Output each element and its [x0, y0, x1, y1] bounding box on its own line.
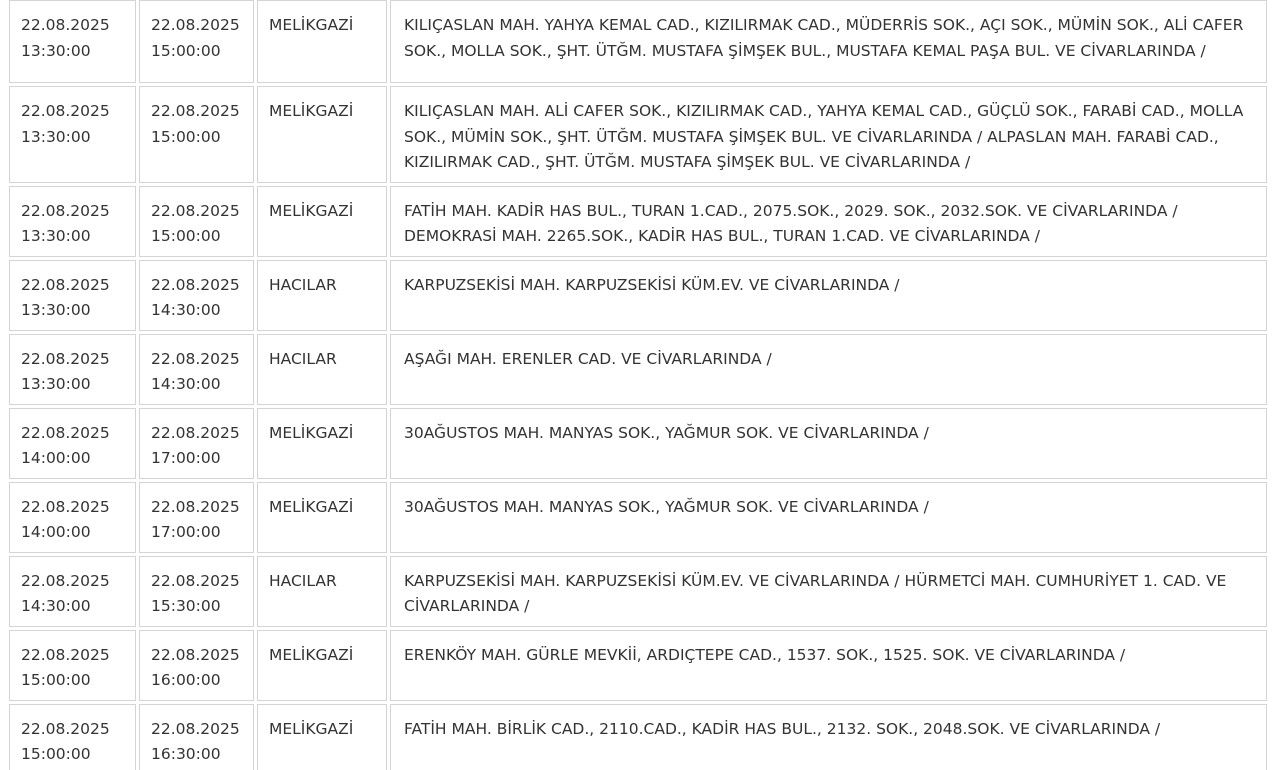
table-row [9, 556, 1267, 627]
district-cell: MELİKGAZİ [257, 704, 387, 770]
end-date: 22.08.2025 [151, 719, 240, 738]
address-cell: 30AĞUSTOS MAH. MANYAS SOK., YAĞMUR SOK. VE CİVARLARINDA / [390, 408, 1267, 479]
start-date: 22.08.2025 [21, 102, 110, 120]
end-cell [139, 186, 254, 257]
start-time: 14:00:00 [21, 523, 91, 541]
start-time: 13:30:00 [21, 375, 91, 393]
start-date: 22.08.2025 [21, 16, 110, 34]
address-cell: 30AĞUSTOS MAH. MANYAS SOK., YAĞMUR SOK. VE CİVARLARINDA / [390, 482, 1267, 553]
start-cell [9, 334, 136, 405]
district-cell: MELİKGAZİ [257, 86, 387, 183]
table-row [9, 334, 1267, 405]
table-row [9, 0, 1267, 83]
address-cell: FATİH MAH. BİRLİK CAD., 2110.CAD., KADİR HAS BUL., 2132. SOK., 2048.SOK. VE CİVARLARINDA / [390, 704, 1267, 770]
address-cell: KILIÇASLAN MAH. YAHYA KEMAL CAD., KIZILIRMAK CAD., MÜDERRİS SOK., AÇI SOK., MÜMİN SOK., ALİ CAFER SOK., MOLLA SOK., ŞHT. ÜTĞM. MUSTAFA ŞİMŞEK BUL., MUSTAFA KEMAL PAŞA BUL. VE CİVARLARINDA / [390, 0, 1267, 83]
table-row [9, 704, 1267, 770]
end-cell [139, 630, 254, 701]
address-cell: ERENKÖY MAH. GÜRLE MEVKİİ, ARDIÇTEPE CAD., 1537. SOK., 1525. SOK. VE CİVARLARINDA / [390, 630, 1267, 701]
start-cell [9, 556, 136, 627]
end-cell [139, 408, 254, 479]
address-cell: KARPUZSEKİSİ MAH. KARPUZSEKİSİ KÜM.EV. VE CİVARLARINDA / HÜRMETCİ MAH. CUMHURİYET 1. CAD. VE CİVARLARINDA / [390, 556, 1267, 627]
address-cell: KARPUZSEKİSİ MAH. KARPUZSEKİSİ KÜM.EV. VE CİVARLARINDA / [390, 260, 1267, 331]
address-cell: FATİH MAH. KADİR HAS BUL., TURAN 1.CAD., 2075.SOK., 2029. SOK., 2032.SOK. VE CİVARLARINDA / DEMOKRASİ MAH. 2265.SOK., KADİR HAS BUL., TURAN 1.CAD. VE CİVARLARINDA / [390, 186, 1267, 257]
end-time: 15:00:00 [151, 227, 221, 245]
end-time: 15:30:00 [151, 597, 221, 615]
table-row [9, 86, 1267, 183]
end-time: 17:00:00 [151, 523, 221, 541]
end-cell [139, 260, 254, 331]
start-date: 22.08.2025 [21, 571, 110, 590]
start-date: 22.08.2025 [21, 275, 110, 294]
start-cell [9, 408, 136, 479]
start-time: 14:00:00 [21, 449, 91, 467]
end-cell [139, 704, 254, 770]
district-cell: MELİKGAZİ [257, 630, 387, 701]
start-date: 22.08.2025 [21, 423, 110, 442]
end-cell [139, 334, 254, 405]
start-cell [9, 186, 136, 257]
district-cell: HACILAR [257, 334, 387, 405]
end-time: 15:00:00 [151, 41, 221, 60]
start-cell [9, 86, 136, 183]
end-cell [139, 86, 254, 183]
start-time: 14:30:00 [21, 597, 91, 615]
address-cell: AŞAĞI MAH. ERENLER CAD. VE CİVARLARINDA / [390, 334, 1267, 405]
end-time: 15:00:00 [151, 127, 221, 146]
address-cell: KILIÇASLAN MAH. ALİ CAFER SOK., KIZILIRMAK CAD., YAHYA KEMAL CAD., GÜÇLÜ SOK., FARABİ CAD., MOLLA SOK., MÜMİN SOK., ŞHT. ÜTĞM. MUSTAFA ŞİMŞEK BUL. VE CİVARLARINDA / ALPASLAN MAH. FARABİ CAD., KIZILIRMAK CAD., ŞHT. ÜTĞM. MUSTAFA ŞİMŞEK BUL. VE CİVARLARINDA / [390, 86, 1267, 183]
table-row [9, 408, 1267, 479]
end-time: 14:30:00 [151, 375, 221, 393]
end-time: 17:00:00 [151, 449, 221, 467]
start-cell [9, 630, 136, 701]
end-time: 16:00:00 [151, 671, 221, 689]
start-time: 13:30:00 [21, 41, 91, 60]
start-cell [9, 482, 136, 553]
start-date: 22.08.2025 [21, 497, 110, 516]
table-row [9, 260, 1267, 331]
start-date: 22.08.2025 [21, 349, 110, 368]
start-time: 13:30:00 [21, 127, 91, 146]
end-cell [139, 482, 254, 553]
district-cell: MELİKGAZİ [257, 482, 387, 553]
district-cell: MELİKGAZİ [257, 0, 387, 83]
end-date: 22.08.2025 [151, 275, 240, 294]
start-time: 13:30:00 [21, 227, 91, 245]
outage-table [6, 0, 1270, 770]
start-date: 22.08.2025 [21, 201, 110, 220]
start-cell [9, 260, 136, 331]
end-cell [139, 0, 254, 83]
end-time: 14:30:00 [151, 301, 221, 319]
start-date: 22.08.2025 [21, 645, 110, 664]
end-date: 22.08.2025 [151, 201, 240, 220]
start-date: 22.08.2025 [21, 719, 110, 738]
district-cell: MELİKGAZİ [257, 186, 387, 257]
start-time: 15:00:00 [21, 671, 91, 689]
start-cell [9, 0, 136, 83]
end-date: 22.08.2025 [151, 423, 240, 442]
end-cell [139, 556, 254, 627]
district-cell: MELİKGAZİ [257, 408, 387, 479]
start-time: 15:00:00 [21, 745, 91, 763]
end-date: 22.08.2025 [151, 645, 240, 664]
start-time: 13:30:00 [21, 301, 91, 319]
start-cell [9, 704, 136, 770]
end-time: 16:30:00 [151, 745, 221, 763]
end-date: 22.08.2025 [151, 16, 240, 34]
table-row [9, 630, 1267, 701]
district-cell: HACILAR [257, 556, 387, 627]
end-date: 22.08.2025 [151, 497, 240, 516]
end-date: 22.08.2025 [151, 349, 240, 368]
end-date: 22.08.2025 [151, 102, 240, 120]
table-row [9, 482, 1267, 553]
table-row [9, 186, 1267, 257]
end-date: 22.08.2025 [151, 571, 240, 590]
district-cell: HACILAR [257, 260, 387, 331]
